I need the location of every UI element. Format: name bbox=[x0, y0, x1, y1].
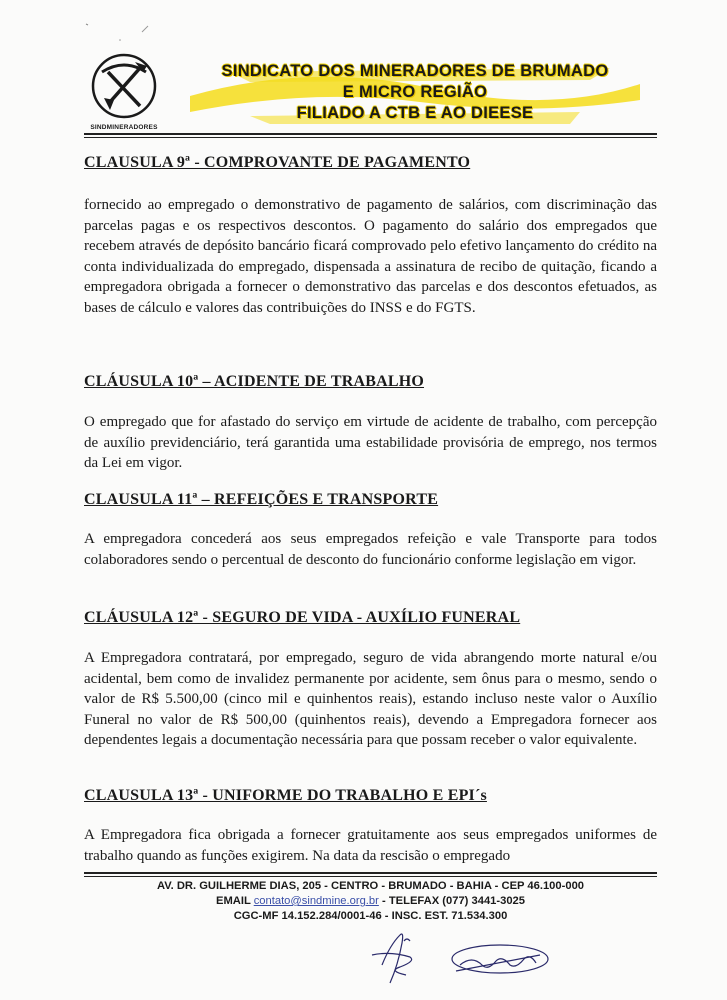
signatures bbox=[360, 925, 560, 990]
clause-13-heading: CLAUSULA 13ª - UNIFORME DO TRABALHO E EPI´s bbox=[84, 787, 487, 804]
footer bbox=[84, 879, 657, 924]
signature-2 bbox=[452, 945, 548, 973]
scan-marks bbox=[80, 18, 170, 48]
signature-1 bbox=[372, 934, 412, 983]
header-title-line1: SINDICATO DOS MINERADORES DE BRUMADO bbox=[221, 62, 609, 80]
clause-12-text: A Empregadora contratará, por empregado, seguro de vida abrangendo morte natural e/ou acidental, bem como de invalidez permanente por acidente, sem ônus para o mesmo, sendo o valor de R$ 5.500,00 (cinco mil e quinhentos reais), estando incluso neste valor o Auxílio Funeral no valor de R$ 500,00 (quinhentos reais), devendo a Empregadora fornecer aos dependentes legais a documentação necessária para que possam receber o valor equivalente. bbox=[84, 650, 657, 748]
footer-email-label: EMAIL bbox=[215, 895, 251, 907]
footer-address: AV. DR. GUILHERME DIAS, 205 - CENTRO - BRUMADO - BAHIA - CEP 46.100-000 bbox=[156, 880, 585, 892]
clause-11-text: A empregadora concederá aos seus empregados refeição e vale Transporte para todos colaboradores sendo o percentual de desconto do funcionário conforme legislação em vigor. bbox=[84, 531, 657, 568]
footer-contact bbox=[84, 894, 657, 909]
header-divider bbox=[84, 133, 657, 135]
header-divider-thin bbox=[84, 137, 657, 138]
clause-13-text: A Empregadora fica obrigada a fornecer gratuitamente aos seus empregados uniformes de trabalho quando as funções exigirem. Na data da rescisão o empregado bbox=[84, 827, 657, 864]
clause-10-text: O empregado que for afastado do serviço em virtude de acidente de trabalho, com percepção de auxílio previdenciário, terá garantida uma estabilidade provisória de emprego, nos termos da Lei em vigor. bbox=[84, 414, 657, 471]
clause-11-heading: CLAUSULA 11ª – REFEIÇÕES E TRANSPORTE bbox=[84, 491, 439, 508]
union-header bbox=[180, 58, 650, 128]
union-logo bbox=[84, 50, 164, 134]
footer-divider-thin bbox=[84, 876, 657, 877]
header-title-line3: FILIADO A CTB E AO DIEESE bbox=[296, 104, 534, 122]
logo-caption: SINDMINERADORES bbox=[90, 124, 158, 131]
header-title-line2: E MICRO REGIÃO bbox=[342, 83, 488, 101]
clause-12-heading: CLÁUSULA 12ª - SEGURO DE VIDA - AUXÍLIO FUNERAL bbox=[84, 609, 521, 626]
pick-and-shovel-icon bbox=[88, 50, 160, 122]
clause-9-heading: CLAUSULA 9ª - COMPROVANTE DE PAGAMENTO bbox=[84, 154, 471, 171]
footer-divider bbox=[84, 872, 657, 874]
footer-registry: CGC-MF 14.152.284/0001-46 - INSC. EST. 71.534.300 bbox=[233, 910, 508, 922]
footer-phone: - TELEFAX (077) 3441-3025 bbox=[381, 895, 526, 907]
footer-email-link[interactable]: contato@sindmine.org.br bbox=[253, 895, 379, 907]
clause-9-text: fornecido ao empregado o demonstrativo de pagamento de salários, com discriminação das parcelas pagas e os respectivos descontos. O pagamento do salário dos empregados que recebem através de depósito bancário ficará comprovado pelo efetivo lançamento do crédito na conta individualizada do empregado, dispensada a assinatura de recibo de quitação, ficando a empregadora obrigada a fornecer o demonstrativo das parcelas e dos descontos efetuados, as bases de cálculo e valores das contribuições do INSS e do FGTS. bbox=[84, 197, 657, 316]
clause-10-heading: CLÁUSULA 10ª – ACIDENTE DE TRABALHO bbox=[84, 373, 425, 390]
